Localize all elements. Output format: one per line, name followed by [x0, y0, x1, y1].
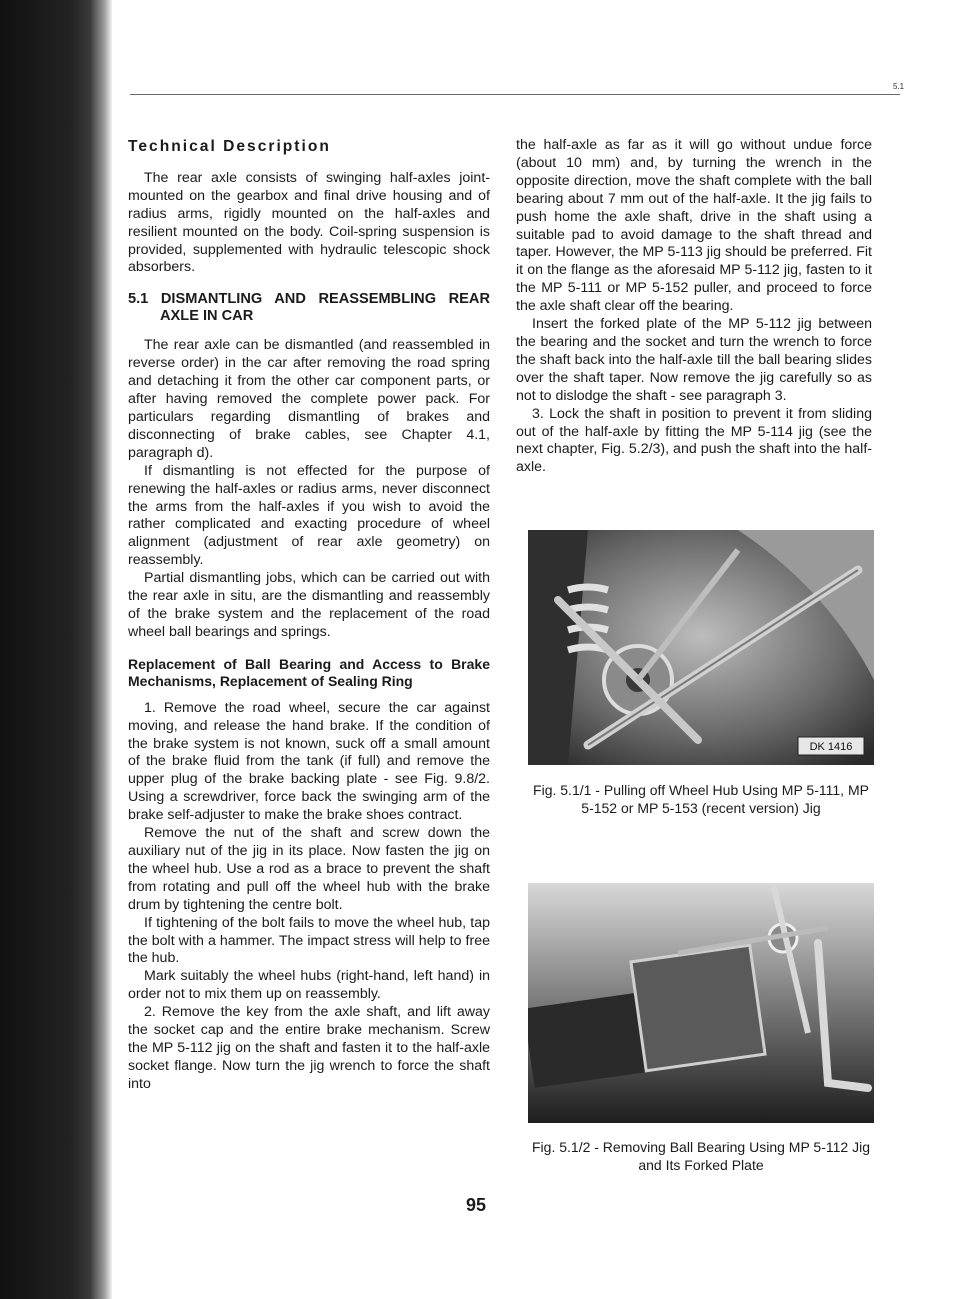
- technical-description-title: Technical Description: [128, 138, 331, 155]
- figure-2-photo: [528, 883, 874, 1123]
- section-reference: 5.1: [893, 82, 905, 91]
- step-1: 1. Remove the road wheel, secure the car against moving, and release the hand brake. If the condition of the brake system is not known, suck off a small amount of the brake fluid from the tank (if full) and remove the upper plug of the brake backing plate - see Fig. 9.8/2. Using a screwdriver, force back the swinging arm of the brake self-adjuster to make the brake shoes contract.: [128, 699, 490, 824]
- header-rule: [130, 94, 900, 95]
- paragraph: The rear axle can be dismantled (and reassembled in reverse order) in the car after removing the road spring and detaching it from the other car component parts, or after having removed the complete power pack. For particulars regarding dismantling of brakes and disconnecting of brake cables, see Chapter 4.1, paragraph d).: [128, 337, 490, 461]
- paragraph: Remove the nut of the shaft and screw down the auxiliary nut of the jig in its place. Now fasten the jig on the wheel hub. Use a rod as a brace to prevent the shaft from rotating and pull off the wheel hub with the brake drum by tightening the centre bolt.: [128, 825, 490, 913]
- figure-1-caption: Fig. 5.1/1 - Pulling off Wheel Hub Using MP 5-111, MP 5-152 or MP 5-153 (recent version) Jig: [533, 782, 869, 816]
- paragraph: If dismantling is not effected for the purpose of renewing the half-axles or radius arms, never disconnect the arms from the half-axles if you wish to avoid the rather complicated and exacting procedure of wheel alignment (adjustment of rear axle geometry) on reassembly.: [128, 462, 490, 569]
- figure-1-photo: [528, 530, 874, 765]
- right-column: [516, 137, 872, 477]
- left-column: [128, 138, 490, 1094]
- paragraph: Mark suitably the wheel hubs (right-hand, left hand) in order not to mix them up on reassembly.: [128, 968, 490, 1003]
- paragraph: Insert the forked plate of the MP 5-112 jig between the bearing and the socket and turn the wrench to force the shaft back into the half-axle till the ball bearing slides over the shaft taper. Now remove the jig carefully so as not to dislodge the shaft - see paragraph 3.: [516, 316, 872, 404]
- technical-description-paragraph: The rear axle consists of swinging half-axles joint-mounted on the gearbox and final drive housing and of radius arms, rigidly mounted on the half-axles and resilient mounted on the body. Coil-spring suspension is provided, supplemented with hydraulic telescopic shock absorbers.: [128, 169, 490, 276]
- book-spine-shadow: [0, 0, 112, 1299]
- step-2: 2. Remove the key from the axle shaft, and lift away the socket cap and the entire brake mechanism. Screw the MP 5-112 jig on the shaft and fasten it to the half-axle socket flange. Now turn the jig wrench to force the shaft into: [128, 1004, 490, 1092]
- figure-1-label: DK 1416: [809, 741, 853, 753]
- paragraph: the half-axle as far as it will go without undue force (about 10 mm) and, by turning the wrench in the opposite direction, move the shaft complete with the ball bearing about 7 mm out of the half-axle. It the jig fails to push home the axle shaft, drive in the shaft using a suitable pad to avoid damage to the shaft thread and taper. However, the MP 5-113 jig should be preferred. Fit it on the flange as the aforesaid MP 5-112 jig, fasten to it the MP 5-111 or MP 5-152 puller, and proceed to force the axle shaft clear off the bearing.: [516, 137, 872, 315]
- section-heading: 5.1 DISMANTLING AND REASSEMBLING REAR AXLE IN CAR: [128, 291, 490, 325]
- subsection-heading: Replacement of Ball Bearing and Access to Brake Mechanisms, Replacement of Sealing Ring: [128, 655, 490, 689]
- step-3: 3. Lock the shaft in position to prevent it from sliding out of the half-axle by fitting the MP 5-114 jig (see the next chapter, Fig. 5.2/3), and push the shaft into the half-axle.: [516, 405, 872, 476]
- page-number: 95: [466, 1195, 487, 1215]
- paragraph: If tightening of the bolt fails to move the wheel hub, tap the bolt with a hammer. The impact stress will help to free the hub.: [128, 914, 490, 967]
- figure-2-caption: Fig. 5.1/2 - Removing Ball Bearing Using MP 5-112 Jig and Its Forked Plate: [532, 1139, 870, 1173]
- paragraph: Partial dismantling jobs, which can be carried out with the rear axle in situ, are the dismantling and reassembly of the brake system and the replacement of the road wheel ball bearings and springs.: [128, 570, 490, 640]
- ball-bearing-jig-illustration: [528, 883, 874, 1123]
- wheel-hub-puller-illustration: [528, 530, 874, 765]
